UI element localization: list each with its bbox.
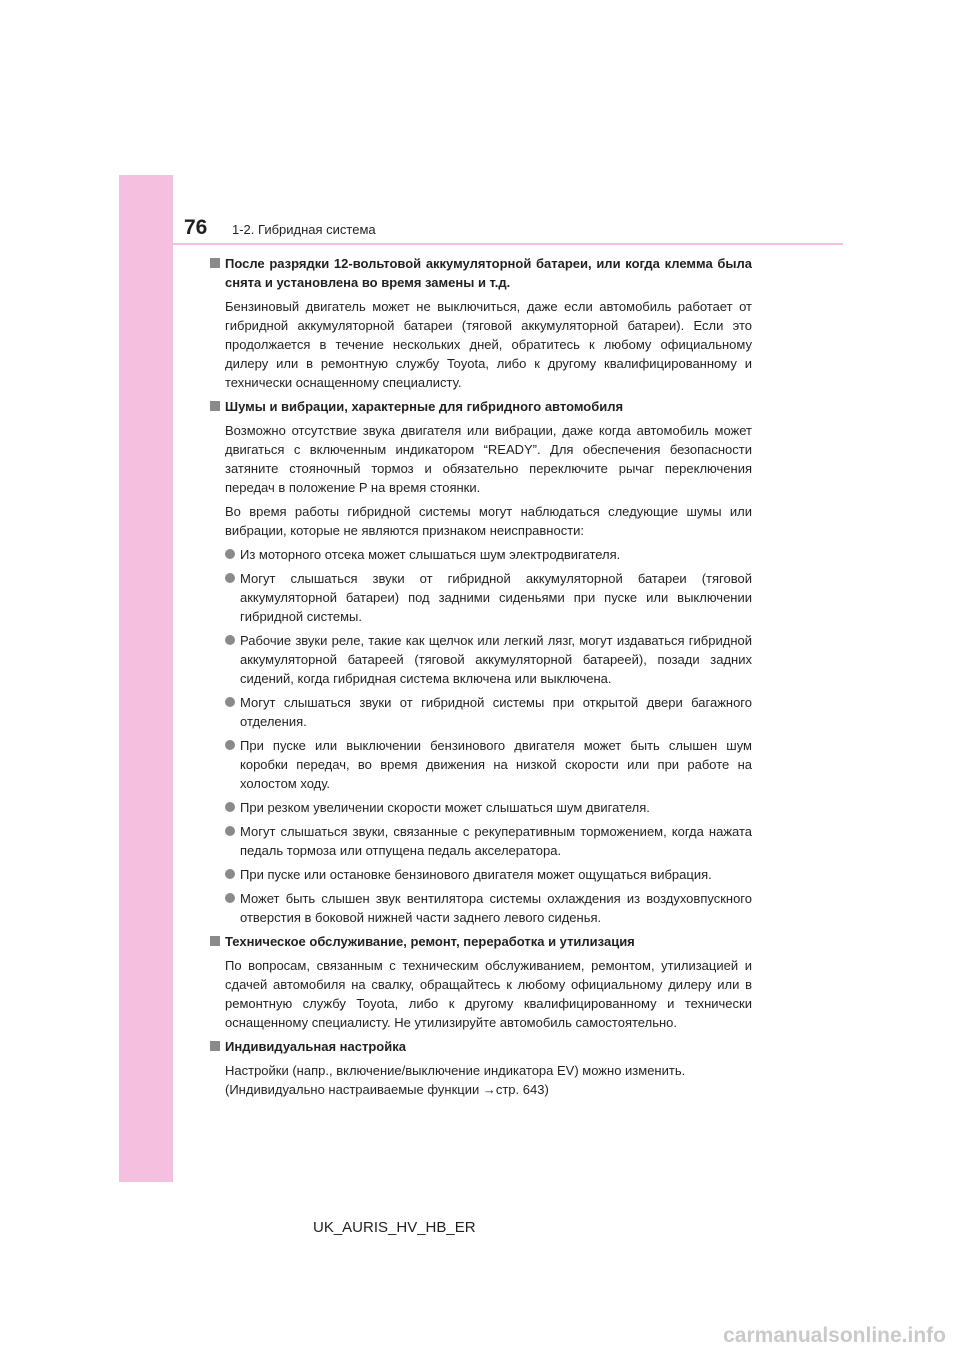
section-title: Индивидуальная настройка [210, 1037, 752, 1056]
section-noise-vibration [210, 397, 752, 927]
section-title: После разрядки 12-вольтовой аккумуляторной батареи, или когда клемма была снята и установлена во время замены и т.д. [210, 254, 752, 292]
section-title: Шумы и вибрации, характерные для гибридного автомобиля [210, 397, 752, 416]
chapter-side-band [119, 175, 173, 1182]
square-bullet-icon [210, 936, 220, 946]
paragraph: По вопросам, связанным с техническим обслуживанием, ремонтом, утилизацией и сдачей автомобиля на свалку, обращайтесь к любому официальному дилеру или в ремонтную службу Toyota, либо к другому квалифицированному и технически оснащенному специалисту. Не утилизируйте автомобиль самостоятельно. [225, 958, 752, 1030]
list-item: Может быть слышен звук вентилятора системы охлаждения из воздуховпускного отверстия в боковой нижней части заднего левого сиденья. [210, 889, 752, 927]
section-maintenance [210, 932, 752, 1032]
circle-bullet-icon [225, 826, 235, 836]
list-item: Могут слышаться звуки от гибридной системы при открытой двери багажного отделения. [210, 693, 752, 731]
circle-bullet-icon [225, 635, 235, 645]
list-item: Могут слышаться звуки, связанные с рекуперативным торможением, когда нажата педаль тормоза или отпущена педаль акселератора. [210, 822, 752, 860]
paragraph: Во время работы гибридной системы могут наблюдаться следующие шумы или вибрации, которые не являются признаком неисправности: [225, 504, 752, 538]
list-item: Могут слышаться звуки от гибридной аккумуляторной батареи (тяговой аккумуляторной батареи) под задними сиденьями при пуске или выключении гибридной системы. [210, 569, 752, 626]
list-item: При пуске или выключении бензинового двигателя может быть слышен шум коробки передач, во время движения на низкой скорости или при работе на холостом ходу. [210, 736, 752, 793]
paragraph: Бензиновый двигатель может не выключиться, даже если автомобиль работает от гибридной аккумуляторной батареи (тяговой аккумуляторной батареи). Если это продолжается в течение нескольких дней, обратитесь к любому официальному дилеру или в ремонтную службу Toyota, либо к другому квалифицированному и технически оснащенному специалисту. [225, 299, 752, 390]
list-item: Из моторного отсека может слышаться шум электродвигателя. [210, 545, 752, 564]
circle-bullet-icon [225, 573, 235, 583]
watermark: carmanualsonline.info [723, 1324, 946, 1347]
list-item: При резком увеличении скорости может слышаться шум двигателя. [210, 798, 752, 817]
square-bullet-icon [210, 401, 220, 411]
list-item: При пуске или остановке бензинового двигателя может ощущаться вибрация. [210, 865, 752, 884]
circle-bullet-icon [225, 893, 235, 903]
list-item: Рабочие звуки реле, такие как щелчок или легкий лязг, могут издаваться гибридной аккумуляторной батареей (тяговой аккумуляторной батареей), позади задних сидений, когда гибридная система включена или выключена. [210, 631, 752, 688]
paragraph: Настройки (напр., включение/выключение индикатора EV) можно изменить. (Индивидуально настраиваемые функции →стр. 643) [225, 1063, 686, 1097]
section-title: Техническое обслуживание, ремонт, переработка и утилизация [210, 932, 752, 951]
content-body [210, 254, 752, 1104]
section-header-title: 1-2. Гибридная система [232, 222, 376, 237]
page-number: 76 [184, 216, 208, 239]
section-after-battery [210, 254, 752, 392]
square-bullet-icon [210, 1041, 220, 1051]
paragraph: Возможно отсутствие звука двигателя или вибрации, даже когда автомобиль может двигаться с включенным индикатором “READY”. Для обеспечения безопасности затяните стояночный тормоз и обязательно переключите рычаг переключения передач в положение P на время стоянки. [225, 423, 752, 495]
section-customization [210, 1037, 752, 1099]
circle-bullet-icon [225, 802, 235, 812]
header-rule [173, 243, 843, 245]
circle-bullet-icon [225, 697, 235, 707]
circle-bullet-icon [225, 740, 235, 750]
square-bullet-icon [210, 258, 220, 268]
footer-code: UK_AURIS_HV_HB_ER [313, 1219, 476, 1236]
circle-bullet-icon [225, 869, 235, 879]
circle-bullet-icon [225, 549, 235, 559]
